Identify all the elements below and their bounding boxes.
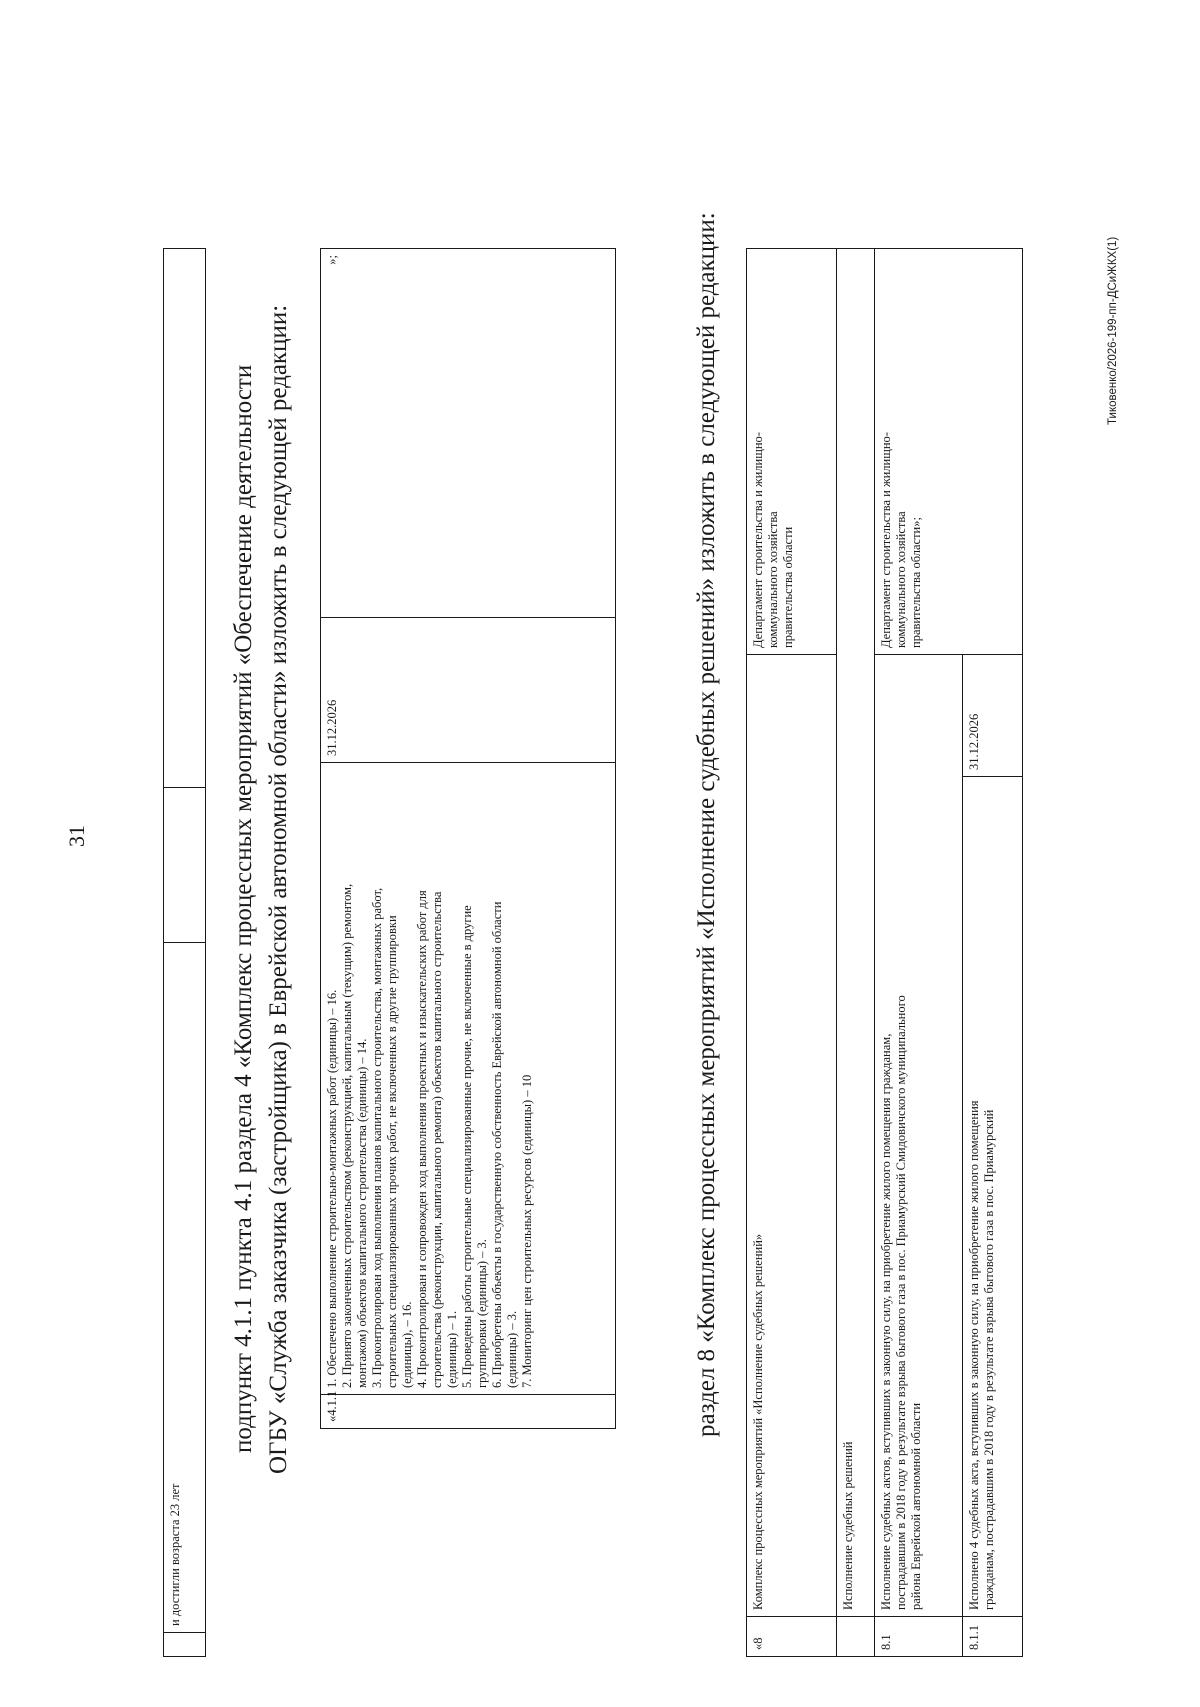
table1-item: (единицы) – 1. — [445, 1310, 459, 1388]
table2-r4-text-line: Исполнено 4 судебных акта, вступивших в законную силу, на приобретение жилого помещения — [967, 1100, 981, 1610]
table2-r4-text-line: гражданам, пострадавшим в 2018 году в результате взрыва бытового газа в пос. Приамурский — [982, 1109, 996, 1610]
table1-item: (единицы), – 16. — [400, 1301, 414, 1388]
table2-r3-text-line: пострадавшим в 2018 году в результате взрыва бытового газа в пос. Приамурский Смидовичского муниципального — [894, 995, 908, 1610]
table1-item: группировки (единицы) – 3. — [475, 1239, 489, 1388]
table1-item: строительных специализированных прочих работ, не включенных в другие группировки — [385, 915, 399, 1388]
table1-num: «4.1.1 — [321, 1395, 616, 1429]
table1-item: 5. Проведены работы строительные специализированные прочие, не включенные в другие — [460, 905, 474, 1388]
table1-item: (единицы) – 3. — [505, 1310, 519, 1388]
table2-r1-dept-line: правительства области — [781, 526, 795, 648]
table1-item: 4. Проконтролирован и сопровожден ход выполнения проектных и изыскательских работ для — [415, 890, 429, 1388]
table2-r1-dept — [747, 249, 837, 655]
table2-r3-text-line: района Еврейской автономной области — [909, 1402, 923, 1610]
footer-reference: Тиковенко/2026-199-пп-ДСиЖКХ(1) — [1107, 236, 1119, 425]
table1-date: 31.12.2026 — [321, 618, 616, 763]
table2-r3-text — [875, 655, 963, 1617]
table2-r3-dept — [875, 249, 1023, 655]
top-table-cell-empty — [164, 788, 206, 943]
table2-r4-date: 31.12.2026 — [963, 655, 1023, 777]
heading-subpoint-line2: ОГБУ «Служба заказчика (застройщика) в Еврейской автономной области» изложить в следующей редакции: — [265, 304, 292, 1474]
table2-r1-dept-line: Департамент строительства и жилищно- — [751, 432, 765, 648]
top-table-cell-text: и достигли возраста 23 лет — [164, 943, 206, 1633]
table2-r1-title: Комплекс процессных мероприятий «Исполнение судебных решений» — [747, 655, 837, 1617]
table1-item: 1. Обеспечено выполнение строительно-монтажных работ (единицы) – 16. — [325, 989, 339, 1388]
table-section-8 — [746, 248, 1023, 1657]
table1-item: 7. Мониторинг цен строительных ресурсов (единицы) – 10 — [520, 1074, 534, 1388]
table2-r4-num: 8.1.1 — [963, 1617, 1023, 1657]
table2-r4-text — [963, 777, 1023, 1617]
heading-section-8: раздел 8 «Комплекс процессных мероприятий «Исполнение судебных решений» изложить в следующей редакции: — [693, 212, 720, 1437]
table2-r3-dept-line: Департамент строительства и жилищно- — [879, 432, 893, 648]
top-table-cell-empty — [164, 249, 206, 788]
table2-r3-num: 8.1 — [875, 1617, 963, 1657]
table2-r2-title: Исполнение судебных решений — [837, 249, 875, 1617]
table2-r3-dept-line: правительства области»; — [909, 517, 923, 648]
page-number: 31 — [64, 825, 89, 847]
table2-r3-dept-line: коммунального хозяйства — [894, 511, 908, 648]
table1-item: 3. Проконтролирован ход выполнения планов капитального строительства, монтажных работ, — [370, 887, 384, 1388]
table1-item: монтажом) объектов капитального строительства (единицы) – 14. — [355, 1038, 369, 1388]
table2-r3-text-line: Исполнение судебных актов, вступивших в законную силу, на приобретение жилого помещения гражданам, — [879, 1033, 893, 1610]
top-table-cell-empty — [164, 1633, 206, 1657]
table2-r2-num — [837, 1617, 875, 1657]
table1-item: 6. Приобретены объекты в государственную собственность Еврейской автономной области — [490, 901, 504, 1388]
table1-items — [321, 763, 616, 1395]
table1-item: 2. Принято законченных строительством (реконструкцией, капитальным (текущим) ремонтом, — [340, 883, 354, 1388]
table-4-1-1 — [320, 248, 616, 1429]
table1-end: »; — [321, 249, 616, 618]
table2-r1-dept-line: коммунального хозяйства — [766, 511, 780, 648]
top-table — [163, 248, 206, 1657]
table1-item: строительства (реконструкции, капитального ремонта) объектов капитального строительства — [430, 891, 444, 1388]
heading-subpoint-line1: подпункт 4.1.1 пункта 4.1 раздела 4 «Комплекс процессных мероприятий «Обеспечение деятельности — [230, 364, 257, 1453]
table2-r1-num: «8 — [747, 1617, 837, 1657]
